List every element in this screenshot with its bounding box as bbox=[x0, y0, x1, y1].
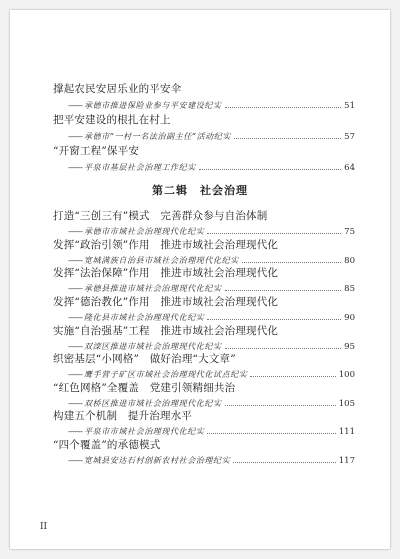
toc-entry-title: 撑起农民安居乐业的平安伞 bbox=[53, 83, 182, 95]
toc-entry-title: 发挥“政治引领”作用 推进市域社会治理现代化 bbox=[53, 239, 279, 251]
toc-page-number: 85 bbox=[344, 284, 355, 294]
toc-page-number: 51 bbox=[344, 101, 355, 111]
toc-page-number: 64 bbox=[344, 163, 355, 173]
dash-mark: —— bbox=[68, 370, 82, 379]
toc-entry-subtitle: 双滦区推进市域社会治理现代化纪实 bbox=[84, 342, 222, 351]
dot-leader bbox=[225, 348, 342, 349]
dash-mark: —— bbox=[68, 456, 82, 465]
toc-entry-subtitle: 平泉市基层社会治理工作纪实 bbox=[84, 163, 196, 172]
dot-leader bbox=[199, 169, 341, 170]
toc-entry-title: 把平安建设的根扎在村上 bbox=[53, 114, 171, 126]
dot-leader bbox=[207, 233, 341, 234]
toc-entry-subtitle-line bbox=[68, 132, 355, 142]
toc-entry-subtitle-line bbox=[68, 163, 355, 173]
toc-page-number: 95 bbox=[344, 342, 355, 352]
dash-mark: —— bbox=[68, 399, 82, 408]
toc-page-number: 100 bbox=[338, 370, 355, 380]
dot-leader bbox=[225, 405, 336, 406]
dash-mark: —— bbox=[68, 132, 82, 141]
dash-mark: —— bbox=[68, 163, 82, 172]
dash-mark: —— bbox=[68, 227, 82, 236]
toc-entry-subtitle-line bbox=[68, 284, 355, 294]
toc-entry-subtitle-line bbox=[68, 370, 355, 380]
dot-leader bbox=[233, 462, 336, 463]
dot-leader bbox=[225, 290, 342, 291]
toc-entry-subtitle: 鹰手营子矿区市域社会治理现代化试点纪实 bbox=[84, 370, 248, 379]
dash-mark: —— bbox=[68, 101, 82, 110]
toc-entry-subtitle-line bbox=[68, 313, 355, 323]
dash-mark: —— bbox=[68, 284, 82, 293]
dash-mark: —— bbox=[68, 313, 82, 322]
toc-entry-subtitle-line bbox=[68, 227, 355, 237]
toc-entry-subtitle-line bbox=[68, 342, 355, 352]
toc-entry-subtitle: 宽城满族自治县市域社会治理现代化纪实 bbox=[84, 256, 239, 265]
toc-entry-subtitle: 承德县推进市域社会治理现代化纪实 bbox=[84, 284, 222, 293]
toc-entry-subtitle: 双桥区推进市域社会治理现代化纪实 bbox=[84, 399, 222, 408]
dot-leader bbox=[242, 262, 341, 263]
toc-entry-title: “红色网格”全覆盖 党建引领精细共治 bbox=[53, 382, 236, 394]
toc-entry-title: 实施“自治强基”工程 推进市域社会治理现代化 bbox=[53, 325, 279, 337]
toc-entry-subtitle-line bbox=[68, 101, 355, 111]
toc-entry-subtitle: 隆化县市域社会治理现代化纪实 bbox=[84, 313, 205, 322]
dot-leader bbox=[250, 376, 335, 377]
toc-entry-title: 发挥“法治保障”作用 推进市域社会治理现代化 bbox=[53, 267, 279, 279]
toc-page-number: 105 bbox=[338, 399, 355, 409]
toc-page-number: 90 bbox=[344, 313, 355, 323]
dot-leader bbox=[225, 107, 342, 108]
toc-entry-subtitle: 承德市“一村一名法治副主任”活动纪实 bbox=[84, 132, 231, 141]
dash-mark: —— bbox=[68, 342, 82, 351]
toc-page-number: 75 bbox=[344, 227, 355, 237]
toc-entry-title: “四个覆盖”的承德模式 bbox=[53, 439, 161, 451]
section-heading: 第二辑 社会治理 bbox=[152, 184, 248, 197]
dot-leader bbox=[207, 319, 341, 320]
dash-mark: —— bbox=[68, 427, 82, 436]
toc-page-number: 117 bbox=[338, 456, 355, 466]
toc-page-number: 57 bbox=[344, 132, 355, 142]
toc-entry-subtitle-line bbox=[68, 399, 355, 409]
dash-mark: —— bbox=[68, 256, 82, 265]
toc-entry-subtitle: 平泉市市域社会治理现代化纪实 bbox=[84, 427, 205, 436]
toc-entry-subtitle-line bbox=[68, 456, 355, 466]
toc-entry-title: “开窗工程”保平安 bbox=[53, 145, 140, 157]
toc-page-number: 80 bbox=[344, 256, 355, 266]
page-folio: II bbox=[40, 522, 48, 532]
toc-entry-title: 构建五个机制 提升治理水平 bbox=[53, 410, 193, 422]
toc-entry-subtitle-line bbox=[68, 427, 355, 437]
toc-entry-subtitle: 承德市推进保险业参与平安建设纪实 bbox=[84, 101, 222, 110]
dot-leader bbox=[234, 138, 341, 139]
toc-entry-subtitle: 宽城县安达石村创新农村社会治理纪实 bbox=[84, 456, 231, 465]
book-page bbox=[10, 10, 390, 549]
dot-leader bbox=[207, 433, 335, 434]
toc-entry-subtitle: 承德市市域社会治理现代化纪实 bbox=[84, 227, 205, 236]
toc-page-number: 111 bbox=[338, 427, 355, 437]
toc-entry-subtitle-line bbox=[68, 256, 355, 266]
toc-entry-title: 织密基层“小网格” 做好治理“大文章” bbox=[53, 353, 236, 365]
toc-entry-title: 发挥“德治教化”作用 推进市域社会治理现代化 bbox=[53, 296, 279, 308]
toc-entry-title: 打造“三创三有”模式 完善群众参与自治体制 bbox=[53, 210, 268, 222]
